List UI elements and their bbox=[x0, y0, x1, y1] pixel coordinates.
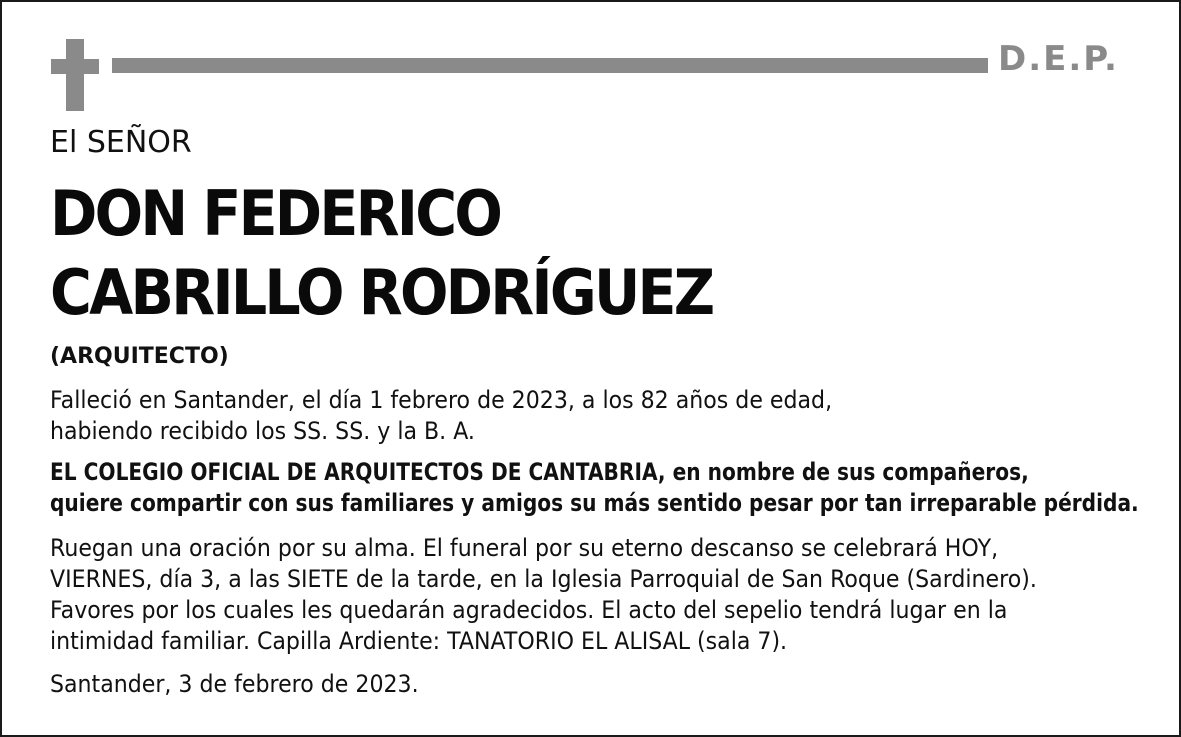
cross-icon bbox=[51, 39, 99, 111]
dep-label: D.E.P. bbox=[998, 39, 1119, 79]
service-paragraph bbox=[50, 533, 1037, 657]
profession: (ARQUITECTO) bbox=[50, 344, 229, 369]
deceased-name-line1: DON FEDERICO bbox=[50, 177, 501, 250]
text-line: intimidad familiar. Capilla Ardiente: TANATORIO EL ALISAL (sala 7). bbox=[50, 627, 788, 655]
deceased-name-line2: CABRILLO RODRÍGUEZ bbox=[50, 256, 713, 329]
condolence-paragraph bbox=[50, 457, 1139, 519]
death-paragraph bbox=[50, 385, 832, 447]
text-line: Falleció en Santander, el día 1 febrero de 2023, a los 82 años de edad, bbox=[50, 386, 833, 414]
text-line: VIERNES, día 3, a las SIETE de la tarde, en la Iglesia Parroquial de San Roque (Sardinero). bbox=[50, 565, 1037, 593]
text-line: EL COLEGIO OFICIAL DE ARQUITECTOS DE CANTABRIA, en nombre de sus compañeros, bbox=[50, 458, 1029, 486]
header-rule bbox=[112, 58, 988, 73]
text-line: Ruegan una oración por su alma. El funeral por su eterno descanso se celebrará HOY, bbox=[50, 534, 999, 562]
place-date: Santander, 3 de febrero de 2023. bbox=[50, 670, 419, 698]
text-line: habiendo recibido los SS. SS. y la B. A. bbox=[50, 417, 475, 445]
text-line: quiere compartir con sus familiares y amigos su más sentido pesar por tan irreparable pérdida. bbox=[50, 489, 1139, 517]
notice-title: El SEÑOR bbox=[50, 125, 192, 160]
text-line: Favores por los cuales les quedarán agradecidos. El acto del sepelio tendrá lugar en la bbox=[50, 596, 1008, 624]
